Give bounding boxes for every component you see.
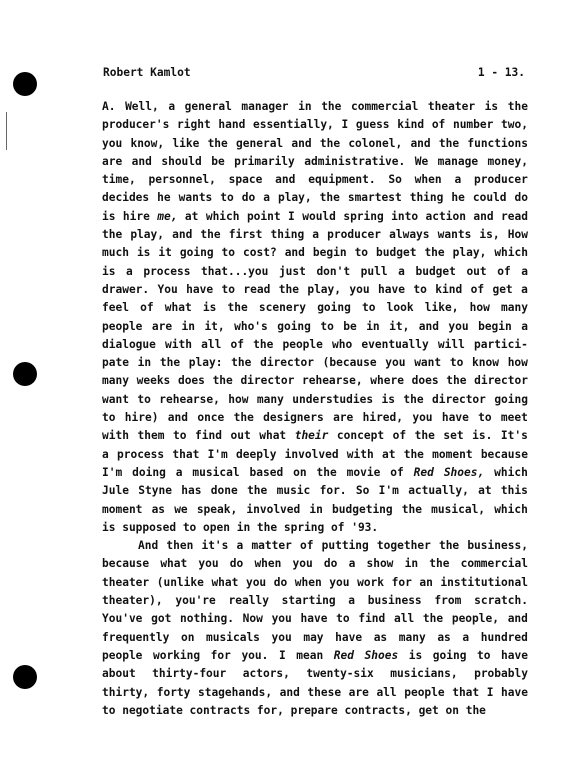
transcript-line: dialogue with all of the people who eventually will partici- [102,337,528,351]
transcript-line: drawer. You have to read the play, you have to kind of get a [102,282,528,296]
transcript-line: a process that I'm deeply involved with at the moment because [102,447,528,461]
transcript-body [102,98,528,720]
transcript-line: with them to find out what their concept of the set is. It's [102,429,528,443]
transcript-line: many weeks does the director rehearse, where does the director [102,374,528,388]
transcript-line: much is it going to cost? and begin to budget the play, which [102,246,528,260]
transcript-line: is hire me, at which point I would spring into action and read [102,209,528,223]
transcript-line: frequently on musicals you may have as many as a hundred [102,630,528,644]
interviewee-name: Robert Kamlot [103,66,191,79]
transcript-line: feel of what is the scenery going to look like, how many [102,301,528,315]
transcript-line: is supposed to open in the spring of '93. [102,520,379,534]
transcript-line: theater), you're really starting a business from scratch. [102,594,528,608]
transcript-line: people working for you. I mean Red Shoes is going to have [102,648,528,662]
transcript-line: about thirty-four actors, twenty-six musicians, probably [102,667,528,681]
transcript-line: because what you do when you do a show in the commercial [102,557,528,571]
transcript-line: And then it's a matter of putting together the business, [138,539,528,553]
punch-hole-middle [13,362,37,386]
transcript-line: decides he wants to do a play, the smartest thing he could do [102,191,528,205]
punch-hole-bottom [13,665,37,689]
page-header [103,66,533,82]
transcript-line: want to rehearse, how many understudies is the director going [102,392,528,406]
punch-hole-top [13,72,37,96]
transcript-line: theater (unlike what you do when you work for an institutional [102,575,528,589]
transcript-line: is a process that...you just don't pull a budget out of a [102,264,528,278]
transcript-line: time, personnel, space and equipment. So when a producer [102,173,528,187]
transcript-line: I'm doing a musical based on the movie of Red Shoes, which [102,465,528,479]
transcript-line: You've got nothing. Now you have to find all the people, and [102,612,528,626]
transcript-line: the play, and the first thing a producer always wants is, How [102,228,528,242]
margin-mark [6,112,7,150]
transcript-line: you know, like the general and the colonel, and the functions [102,136,528,150]
transcript-line: A. Well, a general manager in the commercial theater is the [102,100,528,113]
transcript-line: moment as we speak, involved in budgeting the musical, which [102,502,528,516]
transcript-line: Jule Styne has done the music for. So I'm actually, at this [102,484,528,498]
transcript-line: producer's right hand essentially, I guess kind of number two, [102,118,528,132]
page-number: 1 - 13. [477,66,525,79]
transcript-line: thirty, forty stagehands, and these are all people that I have [102,685,528,699]
transcript-line: to hire) and once the designers are hired, you have to meet [102,411,528,425]
transcript-line: people are in it, who's going to be in it, and you begin a [102,319,528,333]
transcript-line: to negotiate contracts for, prepare contracts, get on the [102,703,486,717]
transcript-line: are and should be primarily administrative. We manage money, [102,154,528,168]
transcript-line: pate in the play: the director (because you want to know how [102,356,528,370]
